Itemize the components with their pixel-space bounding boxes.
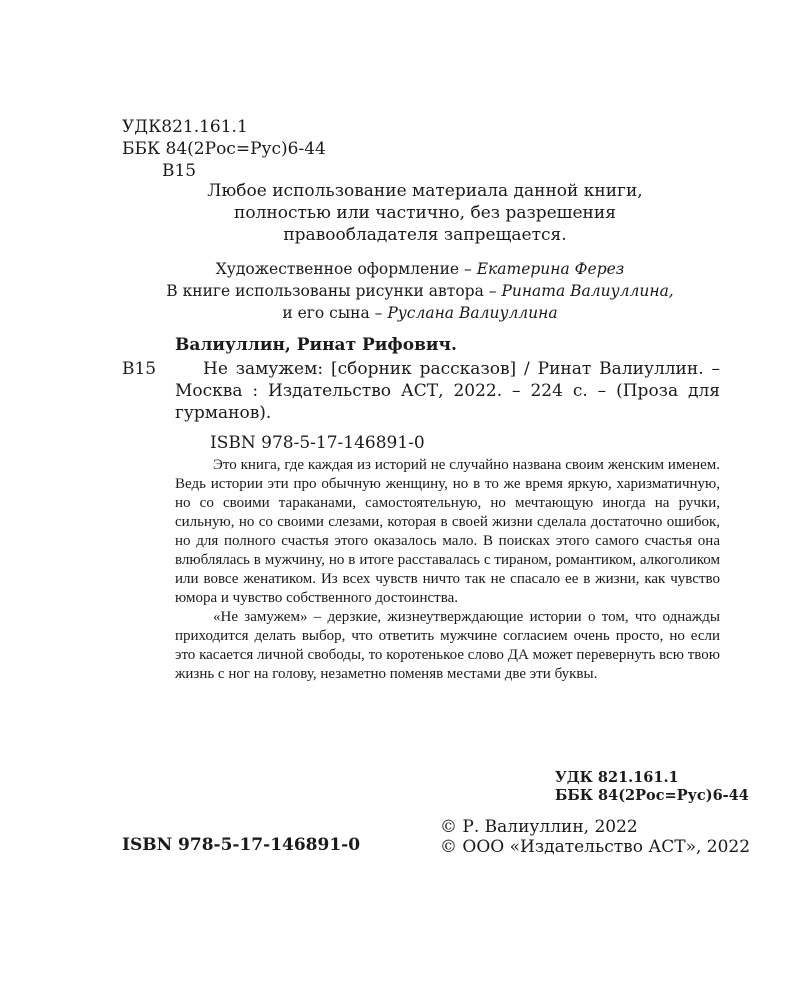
footer-isbn: ISBN 978-5-17-146891-0: [122, 835, 361, 855]
credit-drawings-name: Рината Валиуллина,: [501, 282, 674, 300]
footer-bbk: ББК 84(2Рос=Рус)6-44: [555, 787, 749, 804]
bbk-code: ББК 84(2Рос=Рус)6-44: [122, 139, 326, 159]
bib-isbn: ISBN 978-5-17-146891-0: [210, 433, 425, 453]
copyright-publisher: © ООО «Издательство АСТ», 2022: [440, 837, 751, 857]
bib-record: Не замужем: [сборник рассказов] / Ринат Валиуллин. – Москва : Издательство АСТ, 2022. – 224 с. – (Проза для гурманов).: [175, 359, 720, 423]
credit-design-label: Художественное оформление –: [215, 260, 472, 278]
usage-notice: Любое использование материала данной книги, полностью или частично, без разрешения правообладателя запрещается.: [207, 181, 643, 245]
bib-author-sign: В15: [122, 359, 157, 379]
footer-udk: УДК 821.161.1: [555, 769, 679, 786]
annotation: [175, 456, 720, 684]
credit-drawings-label: В книге использованы рисунки автора –: [166, 282, 497, 300]
credit-son-label: и его сына –: [282, 304, 383, 322]
credit-son: [160, 302, 680, 324]
credit-drawings: [160, 280, 680, 302]
udk-code: УДК821.161.1: [122, 117, 248, 137]
credit-design: [160, 258, 680, 280]
author-sign: В15: [162, 161, 197, 181]
credit-son-name: Руслана Валиуллина: [387, 304, 558, 322]
annotation-paragraph: «Не замужем» – дерзкие, жизнеутверждающие истории о том, что однажды приходится делать выбор, что ответить мужчине согласием очень просто, но если это касается личной свободы, то коротенькое слово ДА может перевернуть всю твою жизнь с ног на голову, незаметно поменяв местами две эти буквы.: [175, 609, 720, 682]
author-heading: Валиуллин, Ринат Рифович.: [175, 335, 457, 355]
annotation-paragraph: Это книга, где каждая из историй не случайно названа своим женским именем. Ведь истории эти про обычную женщину, но в то же время яркую, харизматичную, но со своими тараканами, самостоятельную, но мечтающую иногда на ручки, сильную, но со своими слезами, которая в своей жизни сделала достаточно ошибок, но для полного счастья этого оказалось мало. В поисках этого самого счастья она влюблялась в мужчину, но в итоге расставалась с тираном, романтиком, алкоголиком или вовсе женатиком. Из всех чувств ничто так не спасало ее в жизни, как чувство юмора и чувство собственного достоинства.: [175, 457, 720, 606]
credit-design-name: Екатерина Ферез: [476, 260, 625, 278]
copyright-author: © Р. Валиуллин, 2022: [440, 817, 638, 837]
